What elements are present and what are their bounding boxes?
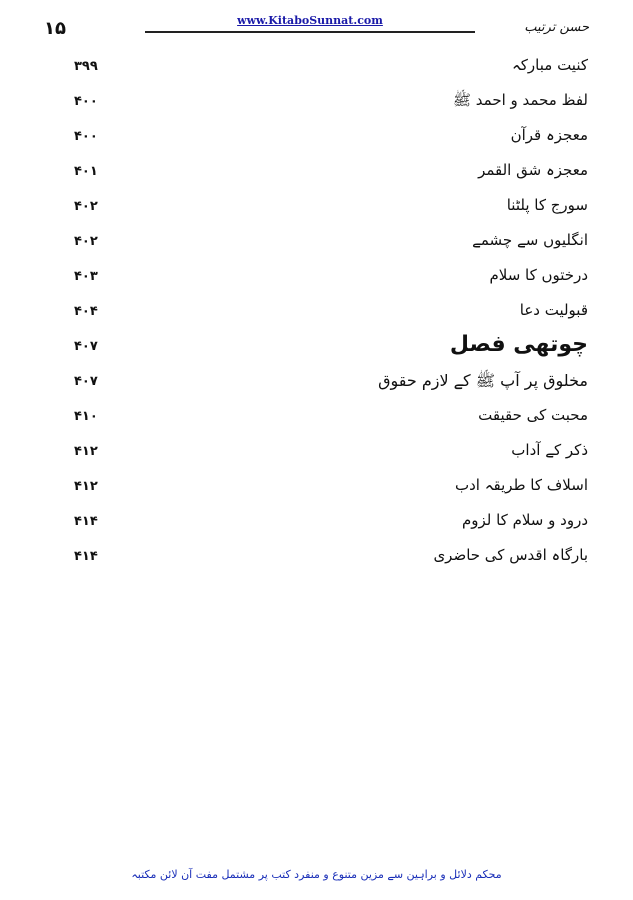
- toc-entry-page: ۴۱۲: [74, 444, 98, 459]
- site-link[interactable]: www.KitaboSunnat.com: [237, 14, 383, 27]
- toc-entry[interactable]: [0, 367, 633, 402]
- page-number: ۱۵: [44, 18, 66, 39]
- toc-entry-title: قبولیت دعا: [519, 301, 588, 319]
- toc-entry-title: اسلاف کا طریقہ ادب: [455, 476, 588, 494]
- toc-entry-title: لفظ محمد و احمد ﷺ: [452, 91, 588, 109]
- toc-entry-page: ۴۰۱: [74, 164, 98, 179]
- toc-entry-page: ۴۰۷: [74, 374, 98, 389]
- toc-entry-title: انگلیوں سے چشمے: [472, 231, 588, 249]
- toc-entry-page: ۴۰۴: [74, 304, 98, 319]
- toc-entry[interactable]: [0, 262, 633, 297]
- toc-entry-title: درود و سلام کا لزوم: [461, 511, 588, 529]
- toc-entry[interactable]: [0, 507, 633, 542]
- toc-entry-page: ۴۰۷: [74, 339, 98, 354]
- toc-entry[interactable]: [0, 437, 633, 472]
- toc-entry-title: بارگاہ اقدس کی حاضری: [433, 546, 588, 564]
- toc-entry-page: ۴۱۲: [74, 479, 98, 494]
- toc-entry[interactable]: [0, 472, 633, 507]
- toc-entry-page: ۳۹۹: [74, 59, 98, 74]
- toc-entry[interactable]: [0, 52, 633, 87]
- toc-entry-title: ذکر کے آداب: [511, 441, 588, 459]
- toc-entry[interactable]: [0, 192, 633, 227]
- toc-entry-title: مخلوق پر آپ ﷺ کے لازم حقوق: [378, 371, 588, 390]
- toc-entry-page: ۴۰۳: [74, 269, 98, 284]
- toc-entry-page: ۴۱۴: [74, 549, 98, 564]
- toc-entry[interactable]: [0, 227, 633, 262]
- toc-entry-title: محبت کی حقیقت: [478, 406, 588, 424]
- toc-entry-title: درختوں کا سلام: [489, 266, 588, 284]
- table-of-contents: [0, 52, 633, 577]
- toc-entry[interactable]: [0, 297, 633, 332]
- toc-entry-page: ۴۰۲: [74, 199, 98, 214]
- header-rule: [145, 31, 475, 33]
- toc-entry-page: ۴۱۴: [74, 514, 98, 529]
- toc-entry-page: ۴۰۰: [74, 129, 98, 144]
- toc-entry[interactable]: [0, 542, 633, 577]
- toc-entry-title: سورج کا پلٹنا: [506, 196, 588, 214]
- toc-entry-title: معجزہ قرآن: [510, 126, 588, 144]
- toc-entry-title: کنیت مبارکہ: [512, 56, 588, 74]
- toc-section-heading[interactable]: [0, 332, 633, 367]
- toc-entry-title: چوتھی فصل: [449, 332, 588, 357]
- page-header: [0, 14, 633, 44]
- footer-text: محکم دلائل و براہین سے مزین متنوع و منفرد کتب پر مشتمل مفت آن لائن مکتبہ: [131, 868, 502, 881]
- toc-entry-page: ۴۰۰: [74, 94, 98, 109]
- toc-entry[interactable]: [0, 402, 633, 437]
- toc-entry-title: معجزہ شق القمر: [478, 161, 588, 179]
- toc-entry-page: ۴۰۲: [74, 234, 98, 249]
- toc-entry[interactable]: [0, 122, 633, 157]
- running-title: حسن ترتیب: [524, 20, 589, 35]
- toc-entry[interactable]: [0, 157, 633, 192]
- toc-entry[interactable]: [0, 87, 633, 122]
- toc-entry-page: ۴۱۰: [74, 409, 98, 424]
